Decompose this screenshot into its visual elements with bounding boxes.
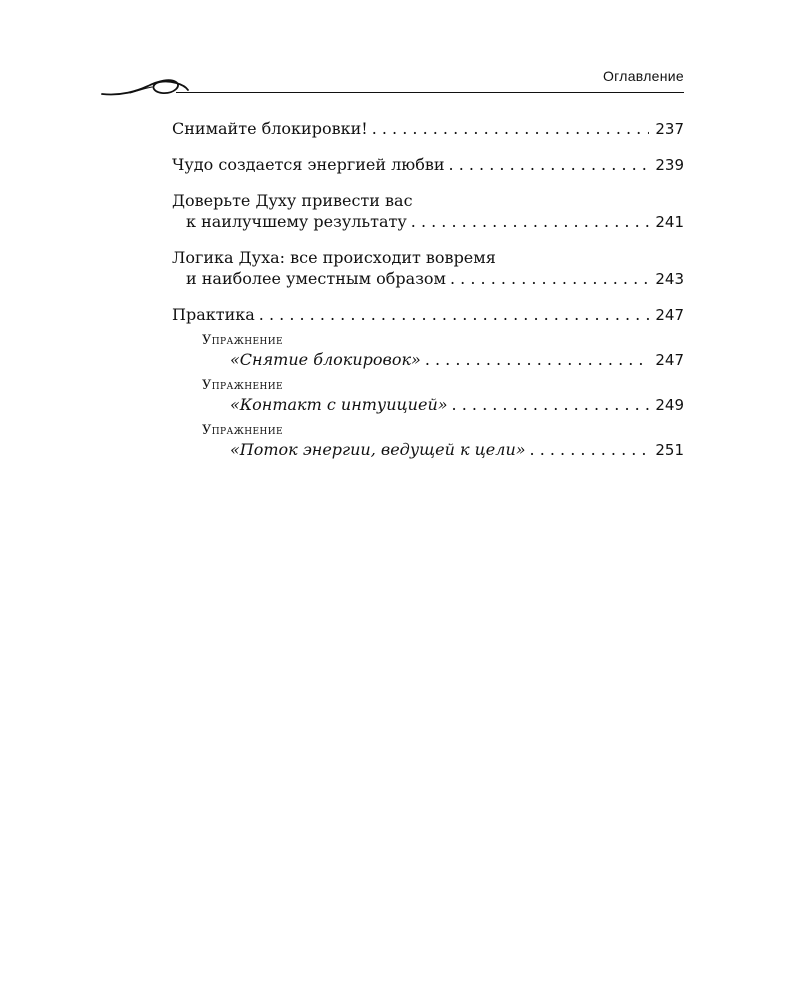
leader-dots [449,154,650,176]
leader-dots [411,211,650,233]
header-title: Оглавление [602,68,684,84]
leader-dots [259,304,650,326]
toc-entry [172,154,684,176]
exercise-title: «Снятие блокировок» [230,350,421,369]
exercise-kicker: Упражнение [202,333,283,348]
exercise-title: «Поток энергии, ведущей к цели» [230,440,526,459]
toc-exercise [172,422,684,461]
toc-exercise [172,377,684,416]
leader-dots [530,439,650,461]
toc-page-number: 243 [655,270,684,288]
exercise-title: «Контакт с интуицией» [230,395,448,414]
toc-entry [172,304,684,326]
toc-entry-title: Логика Духа: все происходит вовремя [172,248,496,267]
toc-entry-title-continuation: и наиболее уместным образом [186,269,446,288]
toc-entry-title: Доверьте Духу привести вас [172,191,413,210]
exercise-kicker: Упражнение [202,378,283,393]
toc-page-number: 237 [655,120,684,138]
flourish-ornament-icon [100,74,190,100]
running-header [100,66,684,96]
toc-page-number: 247 [655,306,684,324]
toc-page-number: 251 [655,441,684,459]
leader-dots [372,118,650,140]
toc-exercise [172,332,684,371]
toc-entry [172,247,684,290]
toc-entry-title: Практика [172,305,255,324]
toc-page-number: 247 [655,351,684,369]
toc-entry [172,118,684,140]
toc-entry-title: Снимайте блокировки! [172,119,368,138]
toc-page-number: 241 [655,213,684,231]
header-rule [176,92,684,93]
table-of-contents [172,118,684,467]
toc-page-number: 249 [655,396,684,414]
exercise-kicker: Упражнение [202,423,283,438]
leader-dots [452,394,650,416]
leader-dots [425,349,650,371]
leader-dots [450,268,649,290]
toc-entry [172,190,684,233]
toc-page-number: 239 [655,156,684,174]
toc-entry-title: Чудо создается энергией любви [172,155,445,174]
toc-entry-title-continuation: к наилучшему результату [186,212,407,231]
